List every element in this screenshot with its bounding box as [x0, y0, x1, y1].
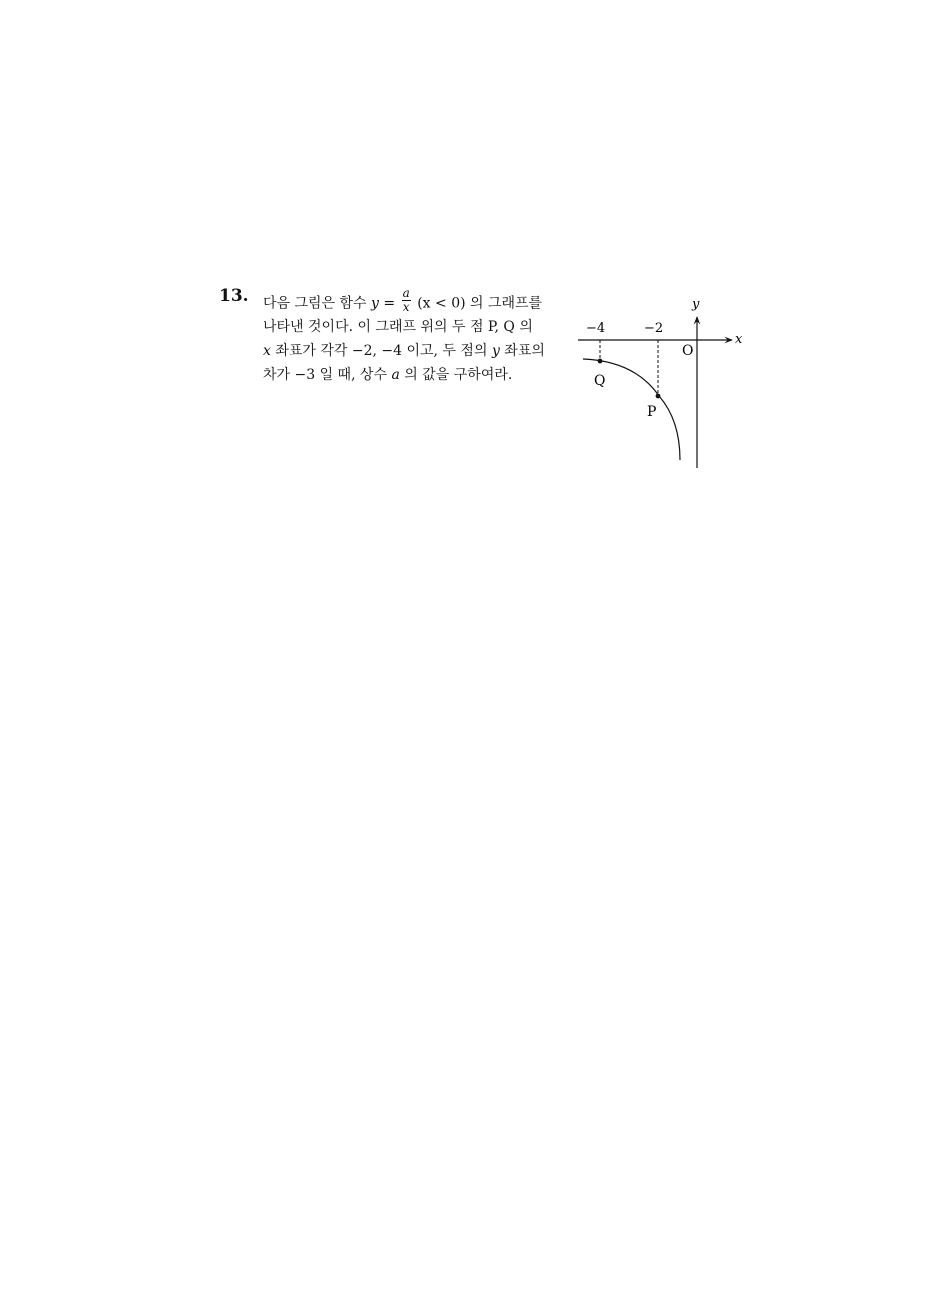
line1-text: 다음 그림은 함수 [263, 295, 372, 312]
var-y-2: y [491, 343, 500, 359]
point-p-label: P [647, 404, 657, 420]
problem-line-2: 나타낸 것이다. 이 그래프 위의 두 점 P, Q 의 [263, 319, 533, 335]
tick-label-minus-2: −2 [644, 321, 664, 336]
point-q-label: Q [594, 373, 606, 389]
problem-line-3 [263, 344, 545, 358]
problem-line-1 [263, 286, 543, 317]
y-axis-label: y [692, 297, 700, 312]
var-a: a [391, 367, 400, 383]
fraction-denominator: x [402, 300, 410, 314]
line3-tail: 좌표의 [499, 343, 545, 359]
line3-text: 좌표가 각각 −2, −4 이고, 두 점의 [270, 343, 492, 359]
x-axis-label: x [735, 332, 743, 347]
var-y: y [371, 295, 379, 312]
line4-tail: 의 값을 구하여라. [399, 367, 513, 383]
point-q-dot [598, 359, 603, 364]
var-x: x [263, 343, 271, 359]
function-graph [570, 290, 760, 475]
origin-label: O [682, 343, 694, 359]
problem-line-4 [263, 368, 512, 382]
line4-text: 차가 −3 일 때, 상수 [263, 367, 392, 383]
fraction-a-over-x [402, 287, 411, 314]
problem-number: 13. [219, 286, 249, 306]
line1-tail: (x < 0) 의 그래프를 [412, 295, 543, 312]
tick-label-minus-4: −4 [586, 321, 606, 336]
equals-sign: = [378, 295, 400, 312]
point-p-dot [656, 394, 661, 399]
fraction-numerator: a [402, 286, 410, 300]
